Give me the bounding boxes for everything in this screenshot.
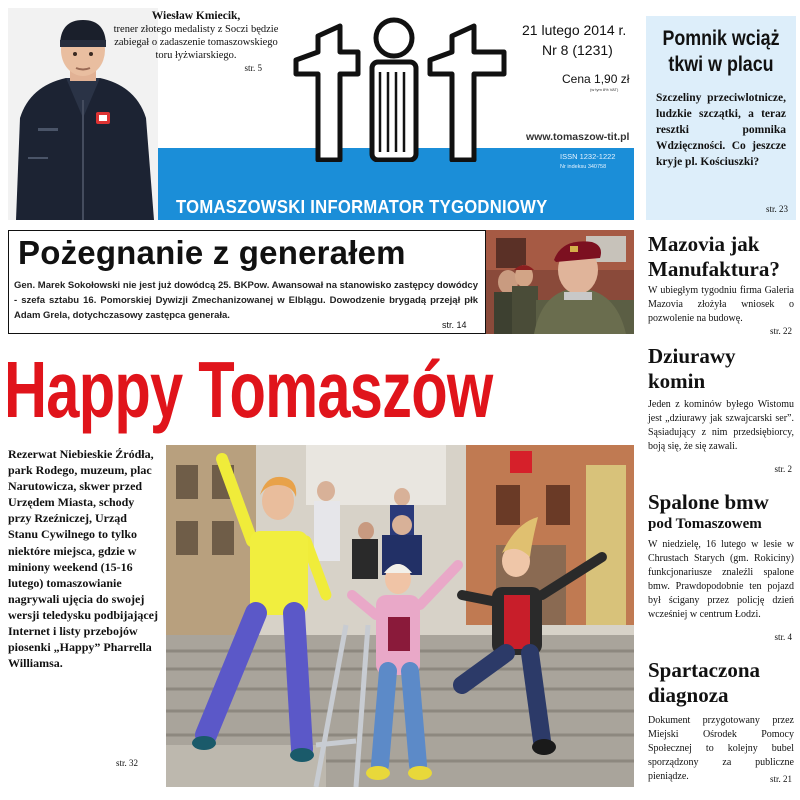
- price-note: (w tym 8% VAT): [590, 87, 619, 92]
- person-str: str. 5: [244, 63, 262, 73]
- main-story-text: Rezerwat Niebieskie Źródła, park Rodego, muzeum, plac Narutowicza, skwer przed Urzędem Miasta, schody przy Rzeźniczej, Urząd Stanu Cywilnego to tylko niektóre miejsca, gdzie w miniony weekend (15-16 lutego) tomaszowianie nagrywali ujęcia do swojej wersji teledysku podbijającej Internet i listy przebojów piosenki „Happy” Pharrella Williamsa.: [8, 447, 158, 671]
- pozegnanie-title: Pożegnanie z generałem: [18, 234, 406, 271]
- bmw-text: W niedzielę, 16 lutego w lesie w Chrustach Starych (gm. Rokiciny) funkcjonariusze znaleźli spalone bmw. Prawdopodobnie ten pojazd był ścigany przez policję dzień wcześniej w centrum Łodzi.: [648, 539, 794, 620]
- issue-price: Cena 1,90 zł: [562, 72, 630, 86]
- mazovia-str: str. 22: [769, 326, 792, 336]
- diagnoza-text: Dokument przygotowany przez Miejski Ośrodek Pomocy Społecznej to kolejny bubel sporządzony za publiczne pieniądze.: [648, 715, 794, 782]
- komin-text: Jeden z kominów byłego Wistomu jest „dziurawy jak szwajcarski ser”. Sąsiadujący z nim przedsiębiorcy, boją się, że się zawali.: [648, 399, 794, 452]
- main-photo: [166, 445, 634, 787]
- person-caption: [108, 10, 284, 75]
- komin-title[interactable]: Dziurawy komin: [648, 344, 736, 393]
- komin-str: str. 2: [774, 464, 792, 474]
- pomnik-str: str. 23: [765, 204, 788, 214]
- pomnik-text: Szczeliny przeciwlotnicze, ludzkie szczątki, a teraz resztki pomnika Wdzięczności. Co jeszcze kryje pl. Kościuszki?: [656, 92, 786, 168]
- main-story-str: str. 32: [116, 758, 139, 768]
- masthead-tagline: TOMASZOWSKI INFORMATOR TYGODNIOWY: [176, 196, 548, 217]
- pomnik-title: Pomnik wciąż tkwi w placu: [662, 27, 780, 76]
- issn-block: [560, 152, 615, 172]
- pomnik-teaser[interactable]: [646, 16, 796, 220]
- index-number: Nr indeksu 340758: [560, 164, 607, 170]
- website-link[interactable]: www.tomaszow-tit.pl: [526, 131, 630, 143]
- bmw-subtitle: pod Tomaszowem: [648, 516, 762, 532]
- pozegnanie-text: Gen. Marek Sokołowski nie jest już dowódcą 25. BKPow. Awansował na stanowisko zastępcy dowódcy - szefa sztabu 16. Pomorskiej Dywizji Zmechanizowanej w Elblągu. Dowodzenie brygadą przejął płk Adam Grela, dotychczasowy zastępca generała.: [14, 280, 478, 321]
- person-name: Wiesław Kmiecik,: [151, 10, 241, 22]
- bmw-title[interactable]: Spalone bmw: [648, 490, 769, 514]
- mazovia-title[interactable]: Mazovia jak Manufaktura?: [648, 232, 780, 281]
- mazovia-text: W ubiegłym tygodniu firma Galeria Mazovia złożyła wniosek o pozwolenie na budowę.: [648, 285, 794, 324]
- pozegnanie-str: str. 14: [442, 320, 467, 330]
- person-caption-text: trener złotego medalisty z Soczi będzie zabiegał o zadaszenie tomaszowskiego toru łyżwiarskiego.: [113, 24, 279, 61]
- general-photo: [486, 230, 634, 334]
- main-headline[interactable]: Happy Tomaszów: [4, 345, 493, 434]
- issn-number: ISSN 1232-1222: [560, 152, 616, 161]
- diagnoza-str: str. 21: [769, 774, 792, 784]
- diagnoza-title[interactable]: Spartaczona diagnoza: [648, 658, 760, 707]
- bmw-str: str. 4: [774, 632, 792, 642]
- masthead-logo: [288, 12, 513, 162]
- issue-date: 21 lutego 2014 r.: [522, 22, 627, 38]
- issue-number: Nr 8 (1231): [542, 42, 613, 58]
